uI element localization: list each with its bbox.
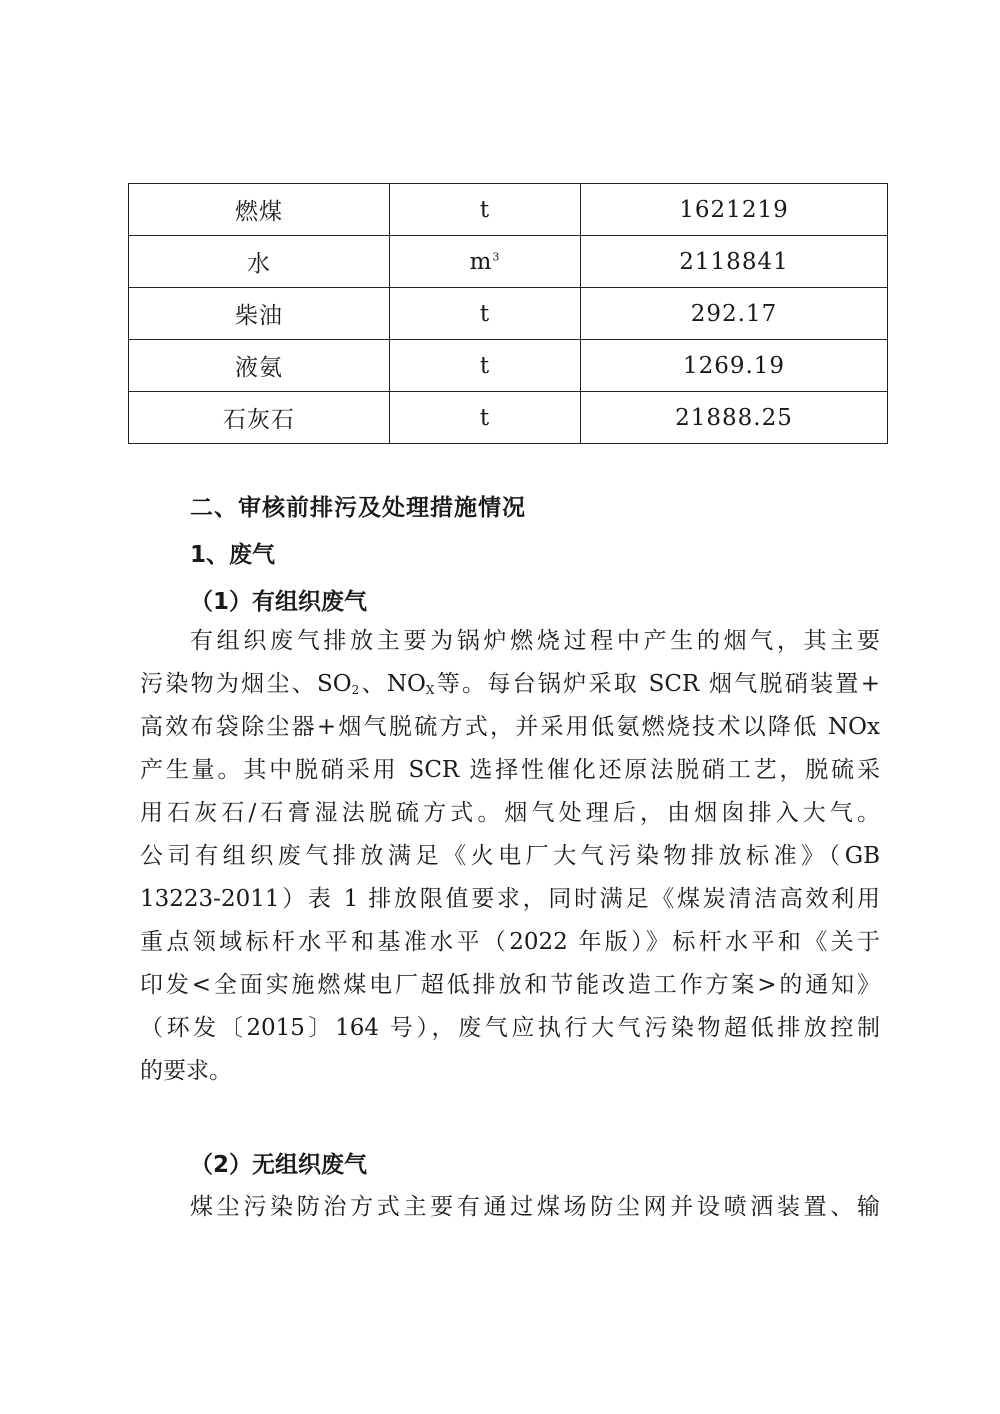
- table-cell-unit: [390, 288, 581, 340]
- unit-text: t: [479, 300, 491, 327]
- paragraph-line: 产生量。其中脱硝采用 SCR 选择性催化还原法脱硝工艺，脱硫采: [140, 757, 880, 783]
- paragraph-line: 公司有组织废气排放满足《火电厂大气污染物排放标准》（GB: [140, 843, 880, 869]
- table-cell-unit: [390, 340, 581, 392]
- table-row: [129, 184, 888, 236]
- paragraph-line: 有组织废气排放主要为锅炉燃烧过程中产生的烟气，其主要: [190, 628, 880, 654]
- paragraph-line: 用石灰石/石膏湿法脱硫方式。烟气处理后，由烟囱排入大气。: [140, 800, 880, 826]
- section-heading: 二、审核前排污及处理措施情况: [190, 495, 526, 521]
- table-row: [129, 236, 888, 288]
- table-cell-unit: [390, 236, 581, 288]
- unit-text: t: [479, 404, 491, 431]
- paragraph-line: 高效布袋除尘器+烟气脱硫方式，并采用低氨燃烧技术以降低 NOx: [140, 714, 880, 740]
- paragraph-line: 重点领域标杆水平和基准水平（2022 年版）》标杆水平和《关于: [140, 929, 880, 955]
- subsection-heading-organized: （1）有组织废气: [190, 589, 368, 615]
- subsection-heading-fugitive: （2）无组织废气: [190, 1152, 368, 1178]
- table-row: [129, 340, 888, 392]
- unit-text: t: [479, 352, 491, 379]
- paragraph-line: 13223-2011）表 1 排放限值要求，同时满足《煤炭清洁高效利用: [140, 886, 880, 912]
- subsection-heading: 1、废气: [190, 542, 276, 568]
- table-row: [129, 392, 888, 444]
- table-cell-unit: [390, 184, 581, 236]
- table-cell-name: 液氨: [129, 340, 390, 392]
- paragraph-line: 煤尘污染防治方式主要有通过煤场防尘网并设喷洒装置、输: [190, 1194, 880, 1220]
- paragraph-line: （环发〔2015〕164 号），废气应执行大气污染物超低排放控制: [140, 1015, 880, 1041]
- paragraph-line: 的要求。: [140, 1058, 232, 1084]
- materials-table: [128, 183, 888, 444]
- table-cell-name: 柴油: [129, 288, 390, 340]
- table-row: [129, 288, 888, 340]
- table-cell-value: 21888.25: [581, 392, 888, 444]
- table-cell-value: 1621219: [581, 184, 888, 236]
- unit-superscript: 3: [492, 249, 501, 263]
- table-cell-unit: [390, 392, 581, 444]
- table-cell-name: 燃煤: [129, 184, 390, 236]
- paragraph-line: 污染物为烟尘、$SO_2$、$NO_X$等。每台锅炉采取 SCR 烟气脱硝装置+: [140, 671, 880, 697]
- table-cell-name: 石灰石: [129, 392, 390, 444]
- unit-text: t: [479, 196, 491, 223]
- table-cell-value: 1269.19: [581, 340, 888, 392]
- table-cell-value: 292.17: [581, 288, 888, 340]
- table-cell-value: 2118841: [581, 236, 888, 288]
- unit-text: m: [469, 248, 493, 275]
- table-cell-name: 水: [129, 236, 390, 288]
- paragraph-line: 印发<全面实施燃煤电厂超低排放和节能改造工作方案>的通知》: [140, 972, 880, 998]
